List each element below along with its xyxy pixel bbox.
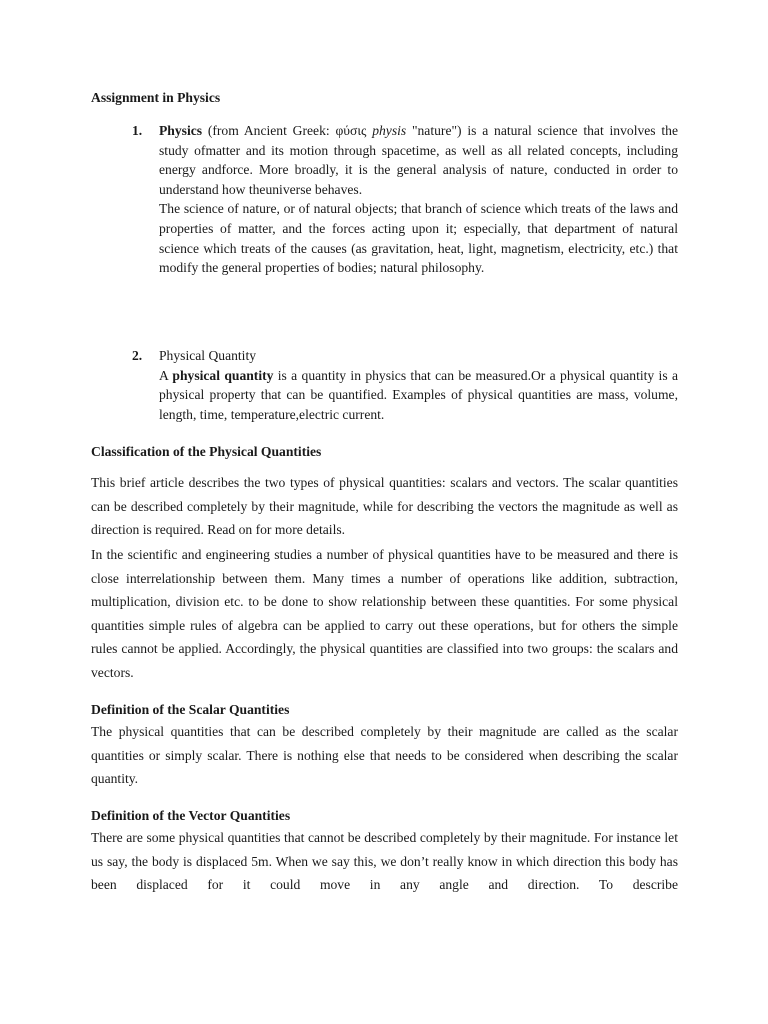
list-item-body	[159, 346, 678, 424]
list-item-body	[159, 121, 678, 278]
list-item-number: 2.	[132, 348, 143, 363]
scalar-heading: Definition of the Scalar Quantities	[91, 702, 290, 717]
vector-heading: Definition of the Vector Quantities	[91, 808, 291, 823]
physics-text-a: (from Ancient Greek: φύσις	[202, 123, 373, 138]
list-item-physical-quantity	[132, 346, 678, 424]
physis-italic: physis	[372, 123, 407, 138]
pq-text-a: A	[159, 367, 173, 383]
classification-paragraph-2: In the scientific and engineering studies a number of physical quantities have to be measured and there is close interrelationship between them. Many times a number of operations like addition, subtraction, multiplication, division etc. to be done to show relationship between these quantities. For some physical quantities simple rules of algebra can be applied to carry out these operations, but for others the simple rules cannot be applied. Accordingly, the physical quantities are classified into two groups: the scalars and vectors.	[91, 547, 678, 680]
document-title: Assignment in Physics	[91, 90, 221, 105]
list-item-number: 1.	[132, 123, 143, 138]
pq-text-b: is a quantity in physics that can be measured.Or a physical quantity is a physical property that can be quantified. Examples of physical quantities are mass, volume, length, time, temperature,electric current.	[159, 367, 678, 422]
physical-quantity-term: physical quantity	[172, 367, 274, 383]
science-of-nature-paragraph: The science of nature, or of natural objects; that branch of science which treats of the laws and properties of matter, and the forces acting upon it; especially, that department of natural science which treats of the causes (as gravitation, heat, light, magnetism, electricity, etc.) that modify the general properties of bodies; natural philosophy.	[159, 201, 678, 276]
physical-quantity-heading: Physical Quantity	[159, 348, 257, 363]
vector-paragraph: There are some physical quantities that cannot be described completely by their magnitude. For instance let us say, the body is displaced 5m. When we say this, we don’t really know in which direction this body has been displaced for it could move in any angle and direction. To describe	[91, 830, 678, 892]
classification-paragraph-1: This brief article describes the two types of physical quantities: scalars and vectors. The scalar quantities can be described completely by their magnitude, while for describing the vectors the magnitude as well as direction is required. Read on for more details.	[91, 475, 678, 537]
classification-heading: Classification of the Physical Quantities	[91, 444, 322, 459]
physical-quantity-paragraph	[159, 366, 678, 425]
list-item-physics	[132, 121, 678, 278]
physics-definition-paragraph	[159, 121, 678, 199]
physics-term: Physics	[159, 123, 203, 138]
scalar-paragraph: The physical quantities that can be described completely by their magnitude are called as the scalar quantities or simply scalar. There is nothing else that needs to be considered when describing the scalar quantity.	[91, 724, 678, 786]
physics-text-b: "nature") is a natural science that involves the study ofmatter and its motion through spacetime, as well as all related concepts, including energy andforce. More broadly, it is the general analysis of nature, conducted in order to understand how theuniverse behaves.	[159, 123, 678, 197]
